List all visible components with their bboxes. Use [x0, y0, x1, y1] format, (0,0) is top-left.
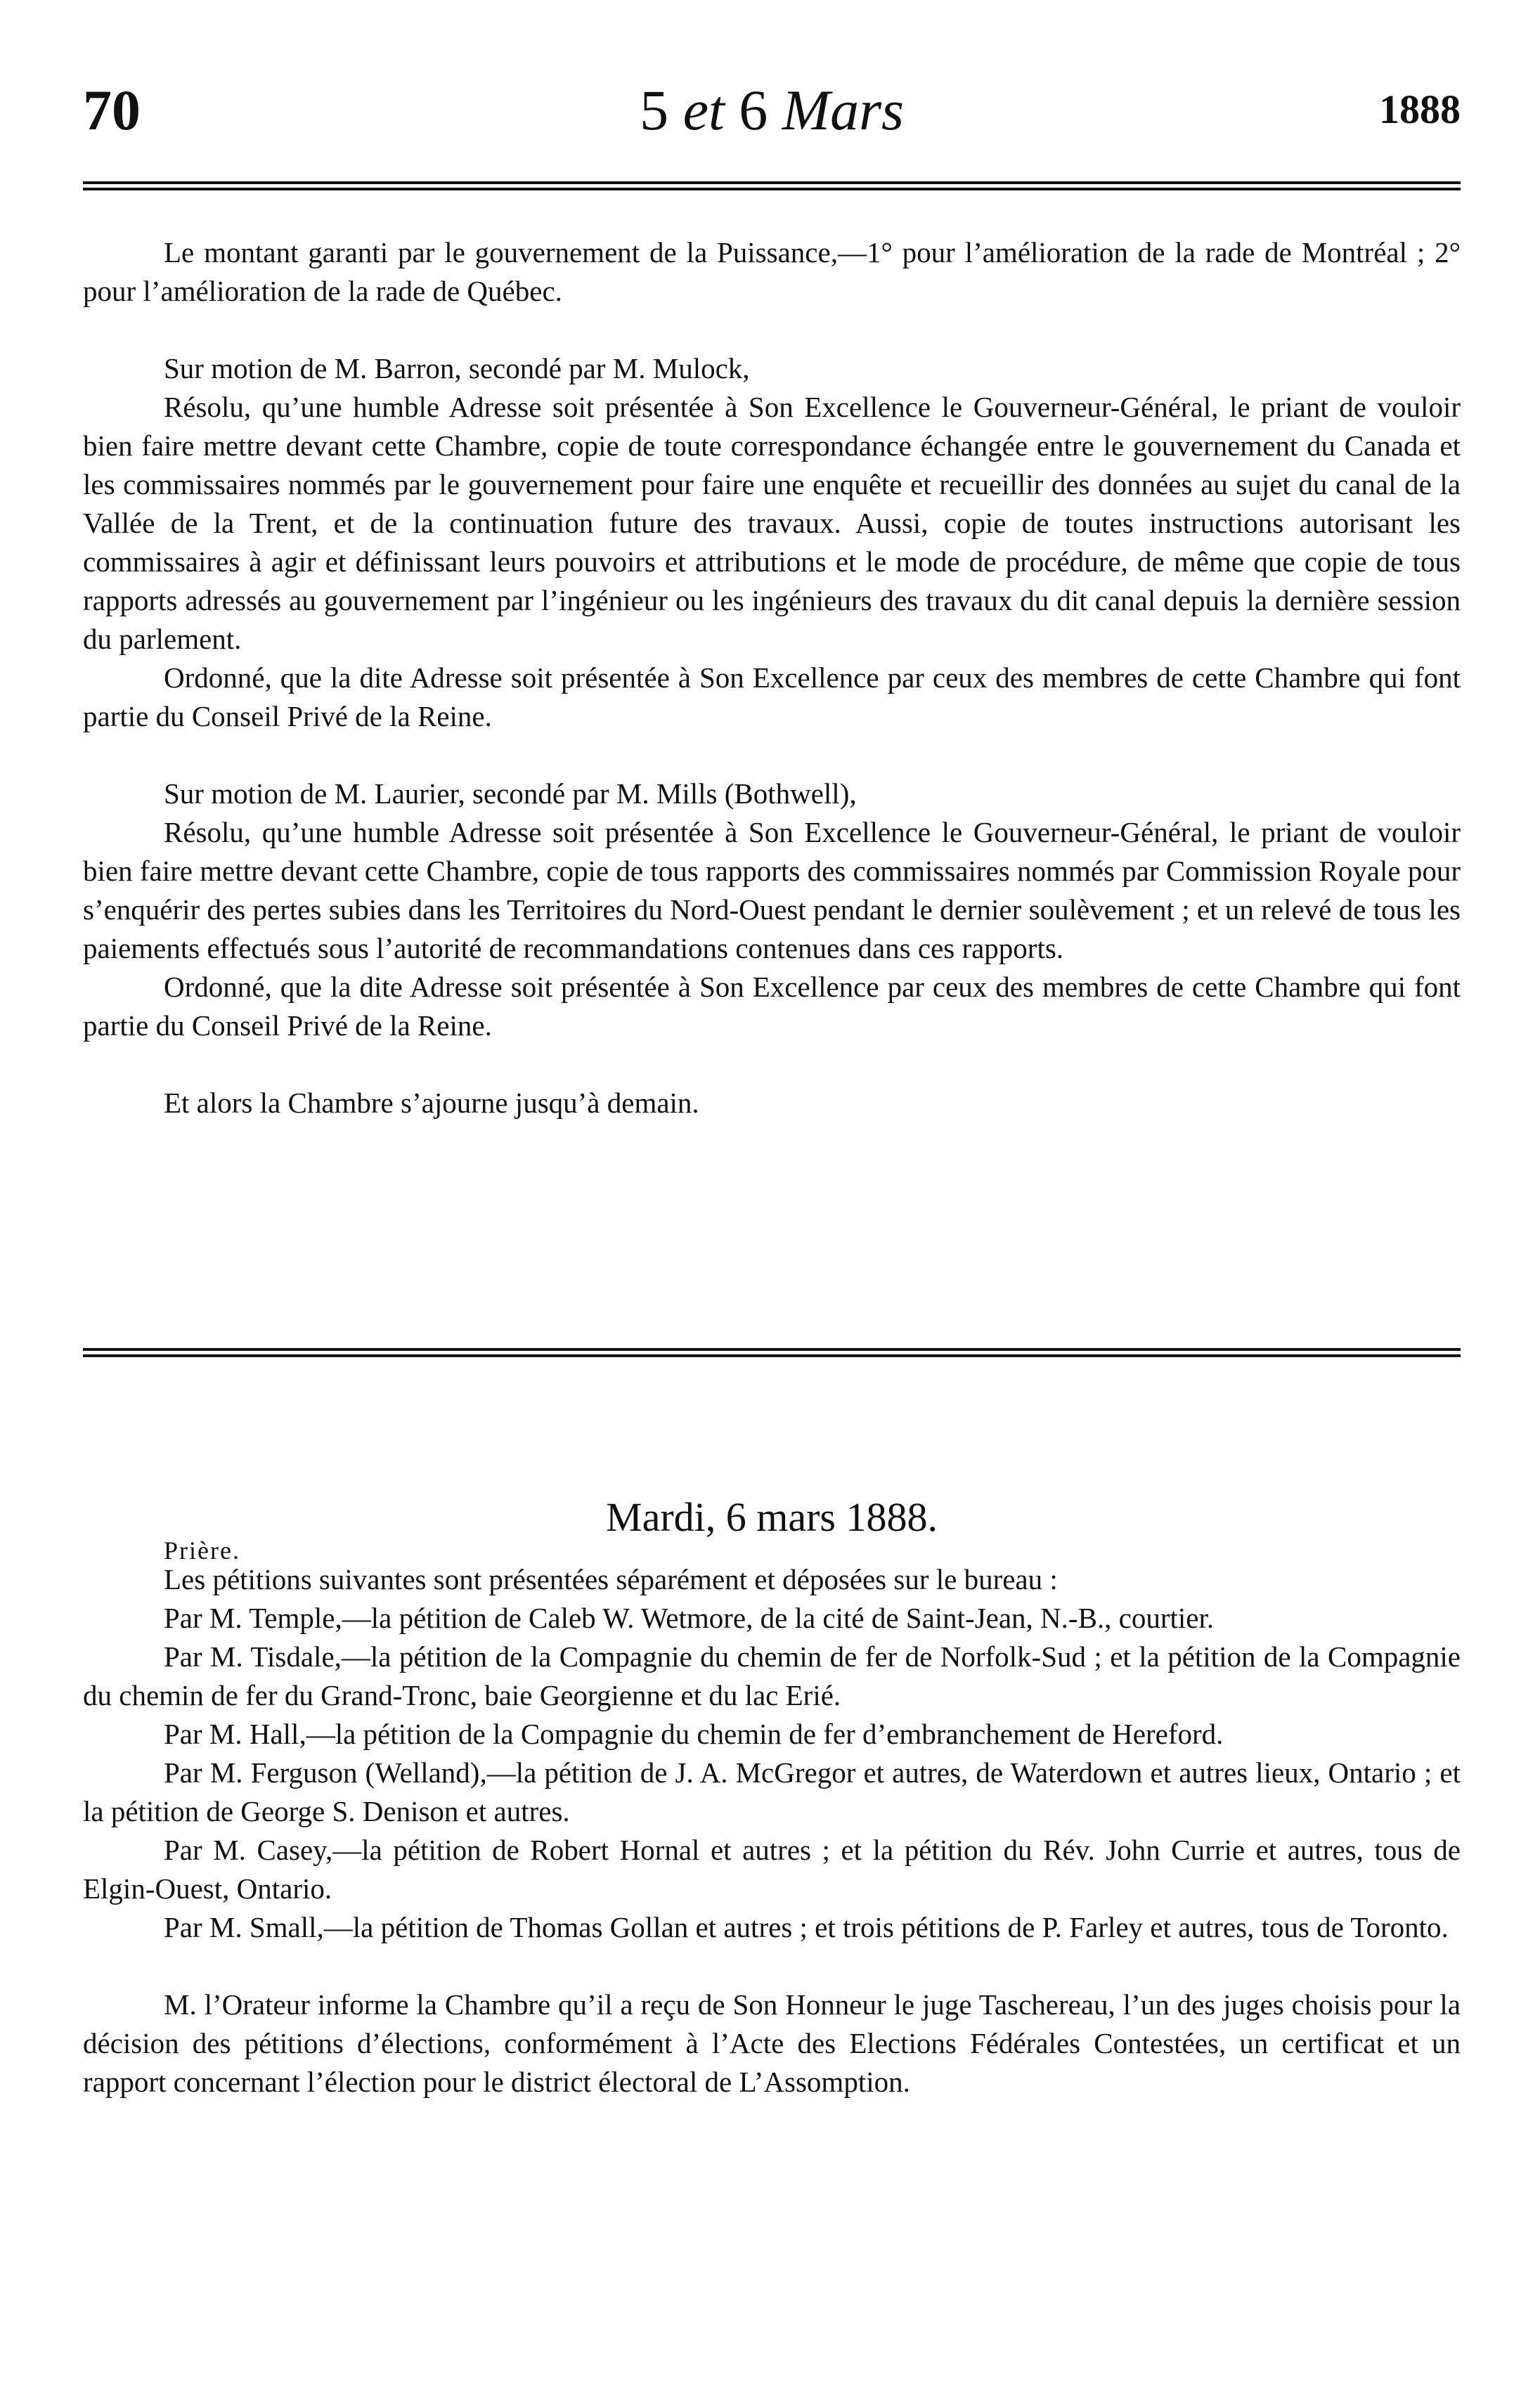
section-divider — [83, 1348, 1461, 1361]
paragraph: Le montant garanti par le gouvernement de la Puissance,—1° pour l’amélioration de la rade de Montréal ; 2° pour l’amélioration de la rade de Québec. — [83, 236, 1461, 307]
sitting-date-row — [83, 1494, 1461, 1571]
petition-paragraph: Par M. Ferguson (Welland),—la pétition de J. A. McGregor et autres, de Waterdown et autres lieux, Ontario ; et la pétition de George S. Denison et autres. — [83, 1756, 1461, 1827]
speaker-paragraph: M. l’Orateur informe la Chambre qu’il a reçu de Son Honneur le juge Taschereau, l’un des juges choisis pour la décision des pétitions d’élections, conformément à l’Acte des Elections Fédérales Contestées, un certificat et un rapport concernant l’élection pour le district électoral de L’Assomption. — [83, 1988, 1461, 2098]
title-day-2: 6 — [739, 78, 768, 142]
resolution-paragraph: Résolu, qu’une humble Adresse soit présentée à Son Excellence le Gouverneur-Général, le priant de vouloir bien faire mettre devant cette Chambre, copie de toute correspondance échangée entre le gouvernement du Canada et les commissaires nommés par le gouvernement pour faire une enquête et recueillir des données au sujet du canal de la Vallée de la Trent, et de la continuation future des travaux. Aussi, copie de toutes instructions autorisant les commissaires à agir et définissant leurs pouvoirs et attributions et le mode de procédure, de même que copie de tous rapports adressés au gouvernement par l’ingénieur ou les ingénieurs des travaux du dit canal depuis la dernière session du parlement. — [83, 391, 1461, 655]
running-title — [83, 77, 1461, 143]
proceedings-march-5 — [83, 233, 1461, 1122]
petition-paragraph: Par M. Small,—la pétition de Thomas Gollan et autres ; et trois pétitions de P. Farley et autres, tous de Toronto. — [164, 1911, 1449, 1943]
petition-paragraph: Par M. Casey,—la pétition de Robert Hornal et autres ; et la pétition du Rév. John Currie et autres, tous de Elgin-Ouest, Ontario. — [83, 1834, 1461, 1905]
resolution-paragraph: Résolu, qu’une humble Adresse soit présentée à Son Excellence le Gouverneur-Général, le priant de vouloir bien faire mettre devant cette Chambre, copie de tous rapports des commissaires nommés par Commission Royale pour s’enquérir des pertes subies dans les Territoires du Nord-Ouest pendant le dernier soulèvement ; et un relevé de tous les paiements effectués sous l’autorité de recommandations contenues dans ces rapports. — [83, 816, 1461, 964]
sitting-date: Mardi, 6 mars 1888. — [606, 1494, 938, 1540]
motion-heading: Sur motion de M. Laurier, secondé par M. Mills (Bothwell), — [164, 777, 857, 810]
page-number: 70 — [83, 78, 141, 142]
paragraph: Les pétitions suivantes sont présentées séparément et déposées sur le bureau : — [164, 1563, 1058, 1595]
header-rule — [83, 181, 1461, 194]
adjournment-paragraph: Et alors la Chambre s’ajourne jusqu’à demain. — [164, 1087, 699, 1119]
header-year: 1888 — [1379, 86, 1461, 132]
priere-label: Prière. — [164, 1536, 240, 1565]
petition-paragraph: Par M. Temple,—la pétition de Caleb W. Wetmore, de la cité de Saint-Jean, N.-B., courtier. — [164, 1602, 1215, 1634]
title-month: Mars — [782, 78, 904, 142]
order-paragraph: Ordonné, que la dite Adresse soit présentée à Son Excellence par ceux des membres de cette Chambre qui font partie du Conseil Privé de la Reine. — [83, 661, 1461, 732]
order-paragraph: Ordonné, que la dite Adresse soit présentée à Son Excellence par ceux des membres de cette Chambre qui font partie du Conseil Privé de la Reine. — [83, 971, 1461, 1042]
title-conjunction: et — [682, 78, 725, 142]
petition-paragraph: Par M. Tisdale,—la pétition de la Compagnie du chemin de fer de Norfolk-Sud ; et la pétition de la Compagnie du chemin de fer du Grand-Tronc, baie Georgienne et du lac Erié. — [83, 1640, 1461, 1711]
page-header — [83, 70, 1461, 148]
motion-heading: Sur motion de M. Barron, secondé par M. Mulock, — [164, 352, 750, 384]
proceedings-march-6 — [83, 1560, 1461, 2101]
petition-paragraph: Par M. Hall,—la pétition de la Compagnie du chemin de fer d’embranchement de Hereford. — [164, 1718, 1224, 1750]
title-day-1: 5 — [640, 78, 669, 142]
